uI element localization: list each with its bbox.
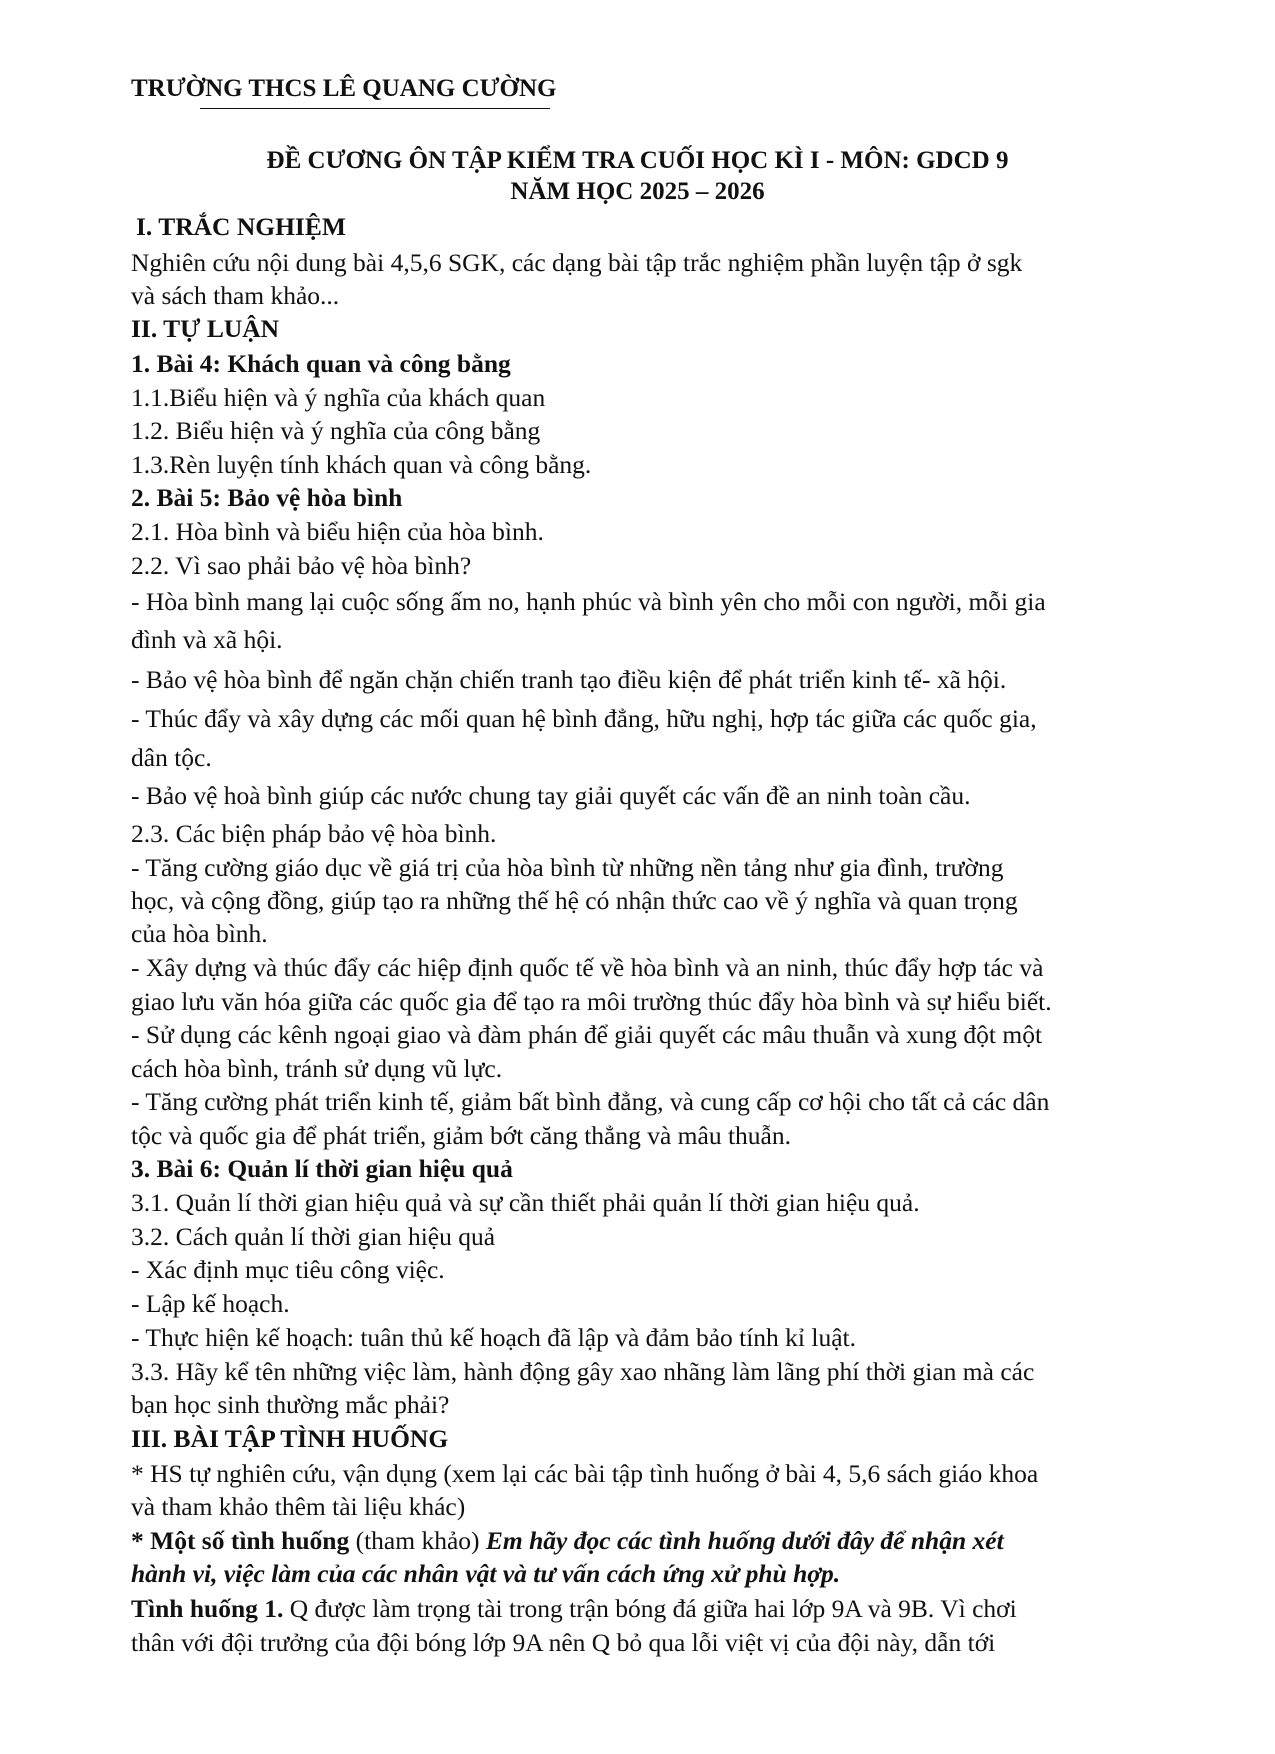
section-1-text: Nghiên cứu nội dung bài 4,5,6 SGK, các dạng bài tập trắc nghiệm phần luyện tập ở sgk [131, 248, 1023, 277]
bullet-text: học, và cộng đồng, giúp tạo ra những thế hệ có nhận thức cao về ý nghĩa và quan trọng [131, 886, 1018, 915]
bullet-text: - Hòa bình mang lại cuộc sống ấm no, hạnh phúc và bình yên cho mỗi con người, mỗi gia [131, 587, 1046, 616]
situation-intro [131, 1524, 1181, 1557]
bullet-text: - Xác định mục tiêu công việc. [131, 1255, 445, 1284]
section-3-heading: III. BÀI TẬP TÌNH HUỐNG [131, 1424, 449, 1453]
school-year: NĂM HỌC 2025 – 2026 [510, 178, 765, 205]
lesson-5-title: 2. Bài 5: Bảo vệ hòa bình [131, 483, 403, 512]
lesson-6-title: 3. Bài 6: Quản lí thời gian hiệu quả [131, 1154, 513, 1183]
bullet-text: - Tăng cường phát triển kinh tế, giảm bất bình đẳng, và cung cấp cơ hội cho tất cả các dân [131, 1087, 1050, 1116]
document-title: ĐỀ CƯƠNG ÔN TẬP KIỂM TRA CUỐI HỌC KÌ I - MÔN: GDCD 9 [266, 147, 1009, 174]
lesson-item: 3.3. Hãy kể tên những việc làm, hành động gây xao nhãng làm lãng phí thời gian mà các [131, 1357, 1035, 1386]
lesson-item: 3.1. Quản lí thời gian hiệu quả và sự cần thiết phải quản lí thời gian hiệu quả. [131, 1188, 920, 1217]
school-underline [200, 108, 550, 109]
situation-1-text: Q được làm trọng tài trong trận bóng đá giữa hai lớp 9A và 9B. Vì chơi [283, 1594, 1017, 1623]
lesson-item: 1.3.Rèn luyện tính khách quan và công bằng. [131, 450, 592, 479]
section-2-heading: II. TỰ LUẬN [131, 314, 280, 343]
section-3-text: và tham khảo thêm tài liệu khác) [131, 1492, 466, 1521]
situation-intro-instruction: Em hãy đọc các tình huống dưới đây để nhận xét [485, 1526, 1004, 1555]
lesson-item: 2.1. Hòa bình và biểu hiện của hòa bình. [131, 517, 544, 546]
bullet-text: - Thúc đẩy và xây dựng các mối quan hệ bình đẳng, hữu nghị, hợp tác giữa các quốc gia, [131, 704, 1037, 733]
lesson-item: 2.2. Vì sao phải bảo vệ hòa bình? [131, 551, 472, 580]
bullet-text: - Lập kế hoạch. [131, 1289, 290, 1318]
situation-1-text: thân với đội trưởng của đội bóng lớp 9A nên Q bỏ qua lỗi việt vị của đội này, dẫn tới [131, 1628, 996, 1657]
bullet-text: tộc và quốc gia để phát triển, giảm bớt căng thẳng và mâu thuẫn. [131, 1121, 791, 1150]
situation-1 [131, 1592, 1181, 1625]
situation-intro-instruction: hành vi, việc làm của các nhân vật và tư vấn cách ứng xử phù hợp. [131, 1559, 841, 1588]
bullet-text: của hòa bình. [131, 919, 268, 948]
bullet-text: - Xây dựng và thúc đẩy các hiệp định quốc tế về hòa bình và an ninh, thúc đẩy hợp tác và [131, 953, 1044, 982]
situation-1-label: Tình huống 1. [131, 1594, 284, 1623]
bullet-text: dân tộc. [131, 743, 212, 772]
section-1-heading: I. TRẮC NGHIỆM [136, 212, 346, 241]
lesson-item: 2.3. Các biện pháp bảo vệ hòa bình. [131, 819, 497, 848]
situation-intro-plain: (tham khảo) [349, 1526, 486, 1555]
lesson-4-title: 1. Bài 4: Khách quan và công bằng [131, 349, 511, 378]
section-3-text: * HS tự nghiên cứu, vận dụng (xem lại các bài tập tình huống ở bài 4, 5,6 sách giáo khoa [131, 1459, 1039, 1488]
lesson-item: bạn học sinh thường mắc phải? [131, 1390, 450, 1419]
section-1-text: và sách tham khảo... [131, 281, 340, 310]
situation-intro-bold: * Một số tình huống [131, 1526, 350, 1555]
bullet-text: đình và xã hội. [131, 625, 283, 654]
bullet-text: - Bảo vệ hòa bình để ngăn chặn chiến tranh tạo điều kiện để phát triển kinh tế- xã hội. [131, 665, 1007, 694]
bullet-text: giao lưu văn hóa giữa các quốc gia để tạo ra môi trường thúc đẩy hòa bình và sự hiểu biết. [131, 987, 1052, 1016]
bullet-text: - Sử dụng các kênh ngoại giao và đàm phán để giải quyết các mâu thuẫn và xung đột một [131, 1020, 1043, 1049]
lesson-item: 3.2. Cách quản lí thời gian hiệu quả [131, 1222, 496, 1251]
bullet-text: - Tăng cường giáo dục về giá trị của hòa bình từ những nền tảng như gia đình, trường [131, 853, 1004, 882]
school-name: TRƯỜNG THCS LÊ QUANG CƯỜNG [131, 75, 557, 102]
bullet-text: - Thực hiện kế hoạch: tuân thủ kế hoạch đã lập và đảm bảo tính kỉ luật. [131, 1323, 857, 1352]
lesson-item: 1.2. Biểu hiện và ý nghĩa của công bằng [131, 416, 541, 445]
bullet-text: - Bảo vệ hoà bình giúp các nước chung tay giải quyết các vấn đề an ninh toàn cầu. [131, 781, 971, 810]
lesson-item: 1.1.Biểu hiện và ý nghĩa của khách quan [131, 383, 546, 412]
bullet-text: cách hòa bình, tránh sử dụng vũ lực. [131, 1054, 503, 1083]
